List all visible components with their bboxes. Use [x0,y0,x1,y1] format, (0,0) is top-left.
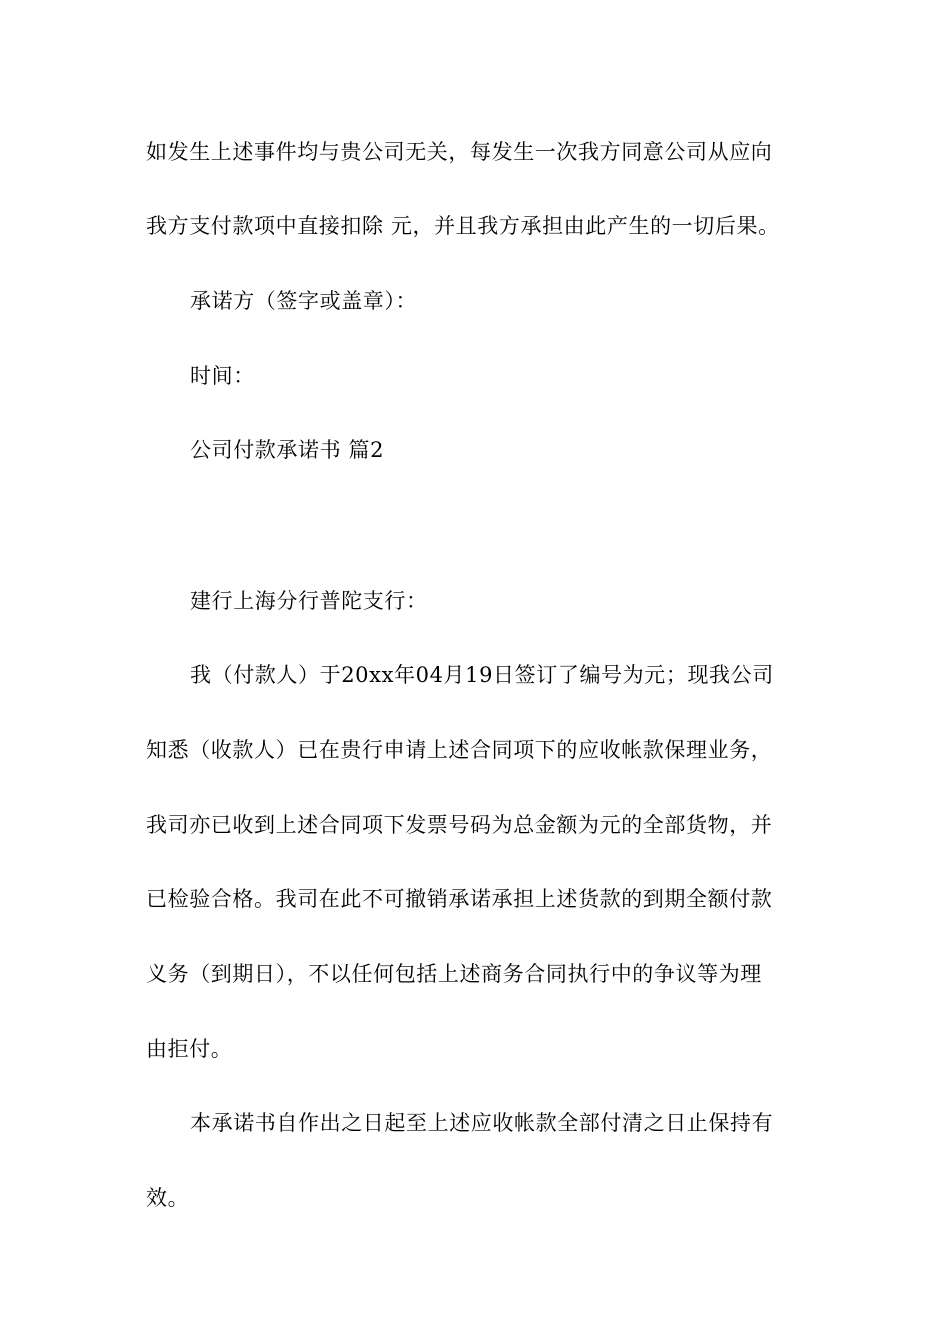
section-heading: 公司付款承诺书 篇2 [190,438,385,462]
date-label: 时间： [190,364,255,388]
paragraph-line: 由拒付。 [146,1037,233,1061]
paragraph-line: 如发生上述事件均与贵公司无关，每发生一次我方同意公司从应向 [146,140,773,164]
paragraph-line: 知悉（收款人）已在贵行申请上述合同项下的应收帐款保理业务， [146,738,773,762]
paragraph-line: 义务（到期日），不以任何包括上述商务合同执行中的争议等为理 [146,962,762,986]
signatory-label: 承诺方（签字或盖章）： [190,289,418,313]
paragraph-line: 效。 [146,1186,190,1210]
paragraph-line: 本承诺书自作出之日起至上述应收帐款全部付清之日止保持有 [190,1111,774,1135]
paragraph-line: 我方支付款项中直接扣除 元，并且我方承担由此产生的一切后果。 [146,214,780,238]
paragraph-line: 我（付款人）于20xx年04月19日签订了编号为元；现我公司 [190,663,774,687]
paragraph-line: 已检验合格。我司在此不可撤销承诺承担上述货款的到期全额付款 [146,887,773,911]
addressee: 建行上海分行普陀支行： [190,589,428,613]
paragraph-line: 我司亦已收到上述合同项下发票号码为总金额为元的全部货物，并 [146,813,773,837]
